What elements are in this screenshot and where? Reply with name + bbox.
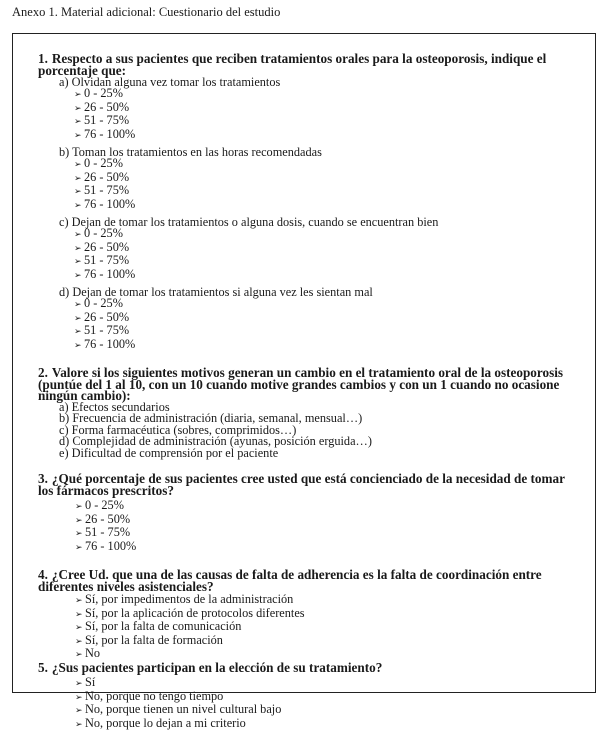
arrow-bullet-icon: ➢ [74, 174, 84, 186]
answer-option [75, 635, 583, 649]
answer-option-label: 76 - 100% [84, 127, 135, 141]
arrow-bullet-icon: ➢ [74, 257, 84, 269]
question-2-heading [38, 367, 583, 402]
question-text: ¿Sus pacientes participan en la elección de su tratamiento? [52, 660, 382, 675]
subquestion-options [38, 298, 583, 352]
question-5-options [38, 677, 583, 731]
arrow-bullet-icon: ➢ [75, 529, 85, 541]
rating-item: b) Frecuencia de administración (diaria, semanal, mensual…) [59, 413, 583, 425]
answer-option-label: No [85, 646, 100, 660]
answer-option-label: 51 - 75% [84, 113, 129, 127]
arrow-bullet-icon: ➢ [74, 244, 84, 256]
answer-option [74, 102, 583, 116]
arrow-bullet-icon: ➢ [75, 706, 85, 718]
arrow-bullet-icon: ➢ [74, 341, 84, 353]
answer-option-label: 0 - 25% [84, 296, 123, 310]
question-number: 5. [38, 660, 48, 675]
answer-option-label: 51 - 75% [84, 253, 129, 267]
questionnaire-content [38, 53, 583, 731]
answer-option [74, 339, 583, 353]
answer-option [74, 255, 583, 269]
answer-option-label: 0 - 25% [84, 86, 123, 100]
question-2 [38, 367, 583, 459]
answer-option [74, 185, 583, 199]
arrow-bullet-icon: ➢ [74, 187, 84, 199]
question-text: ¿Qué porcentaje de sus pacientes cree usted que está concienciado de la necesidad de tomar los fármacos prescritos? [38, 471, 565, 498]
answer-option [75, 718, 583, 731]
question-4 [38, 569, 583, 662]
arrow-bullet-icon: ➢ [74, 327, 84, 339]
arrow-bullet-icon: ➢ [75, 720, 85, 731]
answer-option [74, 242, 583, 256]
questionnaire-box [12, 33, 596, 693]
subquestion [38, 146, 583, 212]
arrow-bullet-icon: ➢ [75, 637, 85, 649]
answer-option-label: 26 - 50% [84, 240, 129, 254]
answer-option-label: Sí, por la falta de comunicación [85, 619, 241, 633]
rating-item: e) Dificultad de comprensión por el paciente [59, 448, 583, 460]
arrow-bullet-icon: ➢ [74, 271, 84, 283]
answer-option-label: No, porque lo dejan a mi criterio [85, 716, 246, 730]
answer-option-label: Sí, por la falta de formación [85, 633, 223, 647]
arrow-bullet-icon: ➢ [75, 610, 85, 622]
answer-option-label: 51 - 75% [85, 525, 130, 539]
answer-option-label: Sí, por la aplicación de protocolos diferentes [85, 606, 305, 620]
answer-option [74, 269, 583, 283]
answer-option [74, 158, 583, 172]
subquestion-label: a) Olvidan alguna vez tomar los tratamientos [38, 76, 583, 88]
rating-item: a) Efectos secundarios [59, 402, 583, 414]
arrow-bullet-icon: ➢ [74, 117, 84, 129]
question-1-subquestions [38, 76, 583, 352]
answer-option-label: No, porque tienen un nivel cultural bajo [85, 702, 281, 716]
answer-option-label: 51 - 75% [84, 323, 129, 337]
subquestion-label: c) Dejan de tomar los tratamientos o alguna dosis, cuando se encuentran bien [38, 216, 583, 228]
annex-caption: Anexo 1. Material adicional: Cuestionario del estudio [12, 5, 280, 20]
answer-option-label: 0 - 25% [84, 156, 123, 170]
answer-option-label: Sí [85, 675, 95, 689]
answer-option-label: 26 - 50% [84, 310, 129, 324]
question-number: 3. [38, 471, 48, 486]
arrow-bullet-icon: ➢ [75, 516, 85, 528]
answer-option [74, 228, 583, 242]
subquestion [38, 216, 583, 282]
subquestion-label: b) Toman los tratamientos en las horas recomendadas [38, 146, 583, 158]
answer-option-label: 51 - 75% [84, 183, 129, 197]
question-3-options [38, 500, 583, 554]
question-4-options [38, 594, 583, 662]
subquestion-label: d) Dejan de tomar los tratamientos si alguna vez les sientan mal [38, 286, 583, 298]
answer-option [74, 325, 583, 339]
subquestion [38, 76, 583, 142]
answer-option [74, 129, 583, 143]
question-number: 2. [38, 365, 48, 380]
question-number: 4. [38, 567, 48, 582]
answer-option [75, 527, 583, 541]
arrow-bullet-icon: ➢ [75, 623, 85, 635]
answer-option [74, 298, 583, 312]
answer-option-label: 0 - 25% [85, 498, 124, 512]
arrow-bullet-icon: ➢ [75, 650, 85, 662]
answer-option [74, 172, 583, 186]
question-text: ¿Cree Ud. que una de las causas de falta de adherencia es la falta de coordinación entre diferentes niveles asistenciales? [38, 567, 542, 594]
arrow-bullet-icon: ➢ [74, 230, 84, 242]
question-2-items [38, 402, 583, 460]
question-1-heading [38, 53, 583, 76]
answer-option [75, 541, 583, 555]
answer-option [74, 312, 583, 326]
arrow-bullet-icon: ➢ [75, 693, 85, 705]
question-5 [38, 662, 583, 731]
subquestion-options [38, 88, 583, 142]
arrow-bullet-icon: ➢ [75, 679, 85, 691]
rating-item: d) Complejidad de administración (ayunas, posición erguida…) [59, 436, 583, 448]
question-1 [38, 53, 583, 352]
question-text: Valore si los siguientes motivos generan un cambio en el tratamiento oral de la osteoporosis (puntúe del 1 al 10, con un 10 cuando motive grandes cambios y con un 1 cuando no ocasione ningún cambio): [38, 365, 563, 403]
arrow-bullet-icon: ➢ [74, 90, 84, 102]
arrow-bullet-icon: ➢ [75, 596, 85, 608]
question-number: 1. [38, 51, 48, 66]
answer-option-label: 76 - 100% [84, 197, 135, 211]
answer-option [74, 88, 583, 102]
answer-option-label: 26 - 50% [84, 170, 129, 184]
answer-option-label: 0 - 25% [84, 226, 123, 240]
question-3 [38, 473, 583, 554]
answer-option-label: 26 - 50% [84, 100, 129, 114]
question-4-heading [38, 569, 583, 592]
answer-option [74, 199, 583, 213]
answer-option-label: 76 - 100% [85, 539, 136, 553]
arrow-bullet-icon: ➢ [74, 314, 84, 326]
subquestion [38, 286, 583, 352]
arrow-bullet-icon: ➢ [74, 104, 84, 116]
question-text: Respecto a sus pacientes que reciben tratamientos orales para la osteoporosis, indique el porcentaje que: [38, 51, 546, 78]
question-3-heading [38, 473, 583, 496]
answer-option-label: No, porque no tengo tiempo [85, 689, 223, 703]
answer-option [75, 514, 583, 528]
rating-item: c) Forma farmacéutica (sobres, comprimidos…) [59, 425, 583, 437]
answer-option-label: 76 - 100% [84, 337, 135, 351]
answer-option-label: 26 - 50% [85, 512, 130, 526]
arrow-bullet-icon: ➢ [75, 502, 85, 514]
subquestion-options [38, 228, 583, 282]
arrow-bullet-icon: ➢ [74, 201, 84, 213]
answer-option [75, 500, 583, 514]
answer-option-label: Sí, por impedimentos de la administración [85, 592, 293, 606]
arrow-bullet-icon: ➢ [74, 131, 84, 143]
arrow-bullet-icon: ➢ [75, 543, 85, 555]
answer-option-label: 76 - 100% [84, 267, 135, 281]
arrow-bullet-icon: ➢ [74, 300, 84, 312]
subquestion-options [38, 158, 583, 212]
answer-option [74, 115, 583, 129]
arrow-bullet-icon: ➢ [74, 160, 84, 172]
question-5-heading [38, 662, 583, 674]
